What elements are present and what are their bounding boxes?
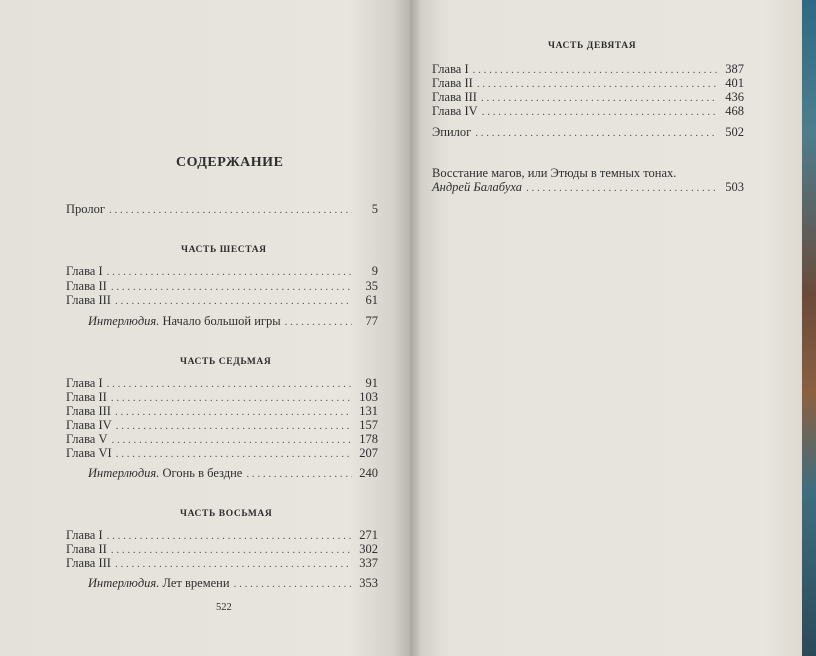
leader-dots (115, 294, 352, 309)
toc-entry (66, 446, 378, 461)
leader-dots (107, 265, 352, 280)
entry-page: 157 (359, 418, 378, 432)
entry-label (88, 576, 230, 591)
interlude-title: Лет времени (159, 576, 230, 590)
right-page (410, 0, 802, 656)
book-cover-edge (802, 0, 816, 656)
toc-entry (432, 62, 744, 77)
toc-entry (66, 390, 378, 405)
part-heading-7: ЧАСТЬ СЕДЬМАЯ (180, 357, 272, 367)
entry-label: Глава IV (66, 418, 112, 432)
entry-label: Глава I (66, 264, 103, 278)
toc-entry (66, 528, 378, 543)
contents-title: СОДЕРЖАНИЕ (176, 155, 284, 170)
entry-page: 5 (371, 202, 378, 216)
leader-dots (526, 181, 718, 196)
toc-entry-epilogue (432, 125, 744, 140)
entry-label: Глава III (432, 90, 477, 104)
interlude-title: Начало большой игры (159, 314, 281, 328)
afterword-author: Андрей Балабуха (432, 180, 522, 194)
entry-page: 436 (725, 90, 744, 104)
entry-label: Глава III (66, 556, 111, 570)
entry-label (432, 180, 522, 195)
entry-page: 131 (359, 404, 378, 418)
toc-entry (66, 376, 378, 391)
entry-page: 271 (359, 528, 378, 542)
toc-entry-interlude (88, 576, 378, 591)
entry-label: Глава II (66, 542, 107, 556)
entry-page: 103 (359, 390, 378, 404)
leader-dots (109, 203, 352, 218)
leader-dots (482, 105, 718, 120)
entry-label: Глава I (432, 62, 469, 76)
entry-page: 207 (359, 446, 378, 460)
toc-entry (432, 104, 744, 119)
entry-label (88, 314, 281, 329)
page-number: 522 (216, 602, 232, 613)
leader-dots (234, 577, 352, 592)
entry-page: 502 (725, 125, 744, 139)
entry-label: Эпилог (432, 125, 472, 139)
entry-label: Глава I (66, 376, 103, 390)
entry-label: Глава II (66, 279, 107, 293)
toc-entry (66, 542, 378, 557)
entry-page: 401 (725, 76, 744, 90)
entry-page: 353 (359, 576, 378, 590)
entry-page: 91 (365, 376, 378, 390)
entry-label: Глава II (66, 390, 107, 404)
entry-page: 61 (365, 293, 378, 307)
entry-page: 387 (725, 62, 744, 76)
entry-page: 77 (365, 314, 378, 328)
interlude-italic: Интерлюдия. (88, 576, 160, 590)
entry-label: Пролог (66, 202, 105, 216)
leader-dots (115, 557, 352, 572)
leader-dots (246, 467, 352, 482)
part-heading-9: ЧАСТЬ ДЕВЯТАЯ (548, 41, 637, 51)
entry-label: Глава VI (66, 446, 112, 460)
entry-page: 503 (725, 180, 744, 194)
toc-entry (66, 432, 378, 447)
entry-page: 240 (359, 466, 378, 480)
toc-entry (432, 76, 744, 91)
entry-label: Глава IV (432, 104, 478, 118)
leader-dots (285, 315, 352, 330)
entry-page: 337 (359, 556, 378, 570)
entry-label (88, 466, 242, 481)
entry-page: 9 (371, 264, 378, 278)
interlude-italic: Интерлюдия. (88, 314, 160, 328)
entry-page: 178 (359, 432, 378, 446)
interlude-italic: Интерлюдия. (88, 466, 160, 480)
toc-entry (66, 293, 378, 308)
toc-entry-interlude (88, 314, 378, 329)
toc-entry (432, 90, 744, 105)
toc-entry (66, 264, 378, 279)
entry-label: Глава III (66, 404, 111, 418)
part-heading-6: ЧАСТЬ ШЕСТАЯ (181, 245, 267, 255)
toc-entry (66, 404, 378, 419)
toc-entry (66, 418, 378, 433)
leader-dots (116, 447, 352, 462)
entry-label: Глава III (66, 293, 111, 307)
entry-label: Глава II (432, 76, 473, 90)
toc-entry (66, 556, 378, 571)
entry-label: Глава V (66, 432, 108, 446)
entry-page: 468 (725, 104, 744, 118)
toc-entry-prologue (66, 202, 378, 217)
entry-label: Глава I (66, 528, 103, 542)
afterword-title: Восстание магов, или Этюды в темных тонах. (432, 166, 677, 180)
entry-page: 35 (365, 279, 378, 293)
entry-page: 302 (359, 542, 378, 556)
interlude-title: Огонь в бездне (159, 466, 243, 480)
leader-dots (475, 126, 718, 141)
toc-entry-afterword (432, 180, 744, 195)
toc-entry-interlude (88, 466, 378, 481)
toc-entry (66, 279, 378, 294)
part-heading-8: ЧАСТЬ ВОСЬМАЯ (180, 509, 273, 519)
